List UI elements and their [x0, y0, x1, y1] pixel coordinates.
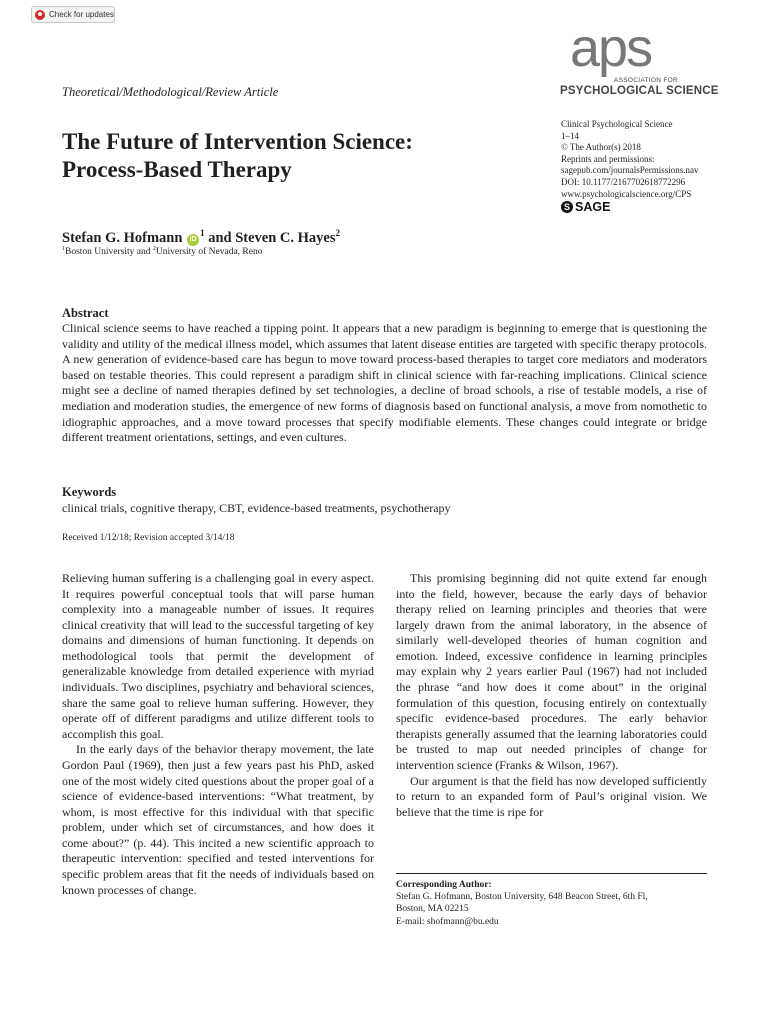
- keywords-text: clinical trials, cognitive therapy, CBT, evidence-based treatments, psychotherapy: [62, 501, 451, 515]
- corresponding-author-city: Boston, MA 02215: [396, 904, 469, 915]
- author-2-affil-mark: 2: [335, 228, 341, 238]
- author-2: Steven C. Hayes: [235, 229, 336, 246]
- article-type: Theoretical/Methodological/Review Article: [62, 85, 279, 99]
- affil-1: Boston University and: [65, 247, 153, 258]
- body-column-left: [62, 571, 374, 898]
- body-paragraph: In the early days of the behavior therapy movement, the late Gordon Paul (1969), then just a few years past his PhD, asked one of the most widely cited questions about the proper goal of a science of evidence-based interventions: “What treatment, by whom, is most effective for this individual with that specific problem, under which set of circumstances, and how does it come about?” (p. 44). This incited a new scientific approach to therapeutic intervention: specified and tested interventions for specific problem areas that fit the needs of individuals based on known processes of change.: [62, 742, 374, 897]
- author-1: Stefan G. Hofmann: [62, 229, 183, 246]
- journal-reprints-link[interactable]: sagepub.com/journalsPermissions.nav: [561, 165, 699, 176]
- author-conj: and: [204, 229, 236, 246]
- body-column-right: [396, 571, 707, 820]
- footnote-divider: [396, 873, 707, 874]
- sage-logo-text: SAGE: [575, 200, 611, 214]
- body-paragraph: Relieving human suffering is a challenging goal in every aspect. It requires powerful conceptual tools that will parse human complexity into a manageable number of issues. It requires clinical creativity that will lead to the successful targeting of key domains and dimensions of human functioning. It depends on methodological tools that permit the development of generalizable knowledge from detailed experience with myriad individuals. Two disciplines, psychiatry and behavioral sciences, share the same goal to relieve human suffering. However, they operate off of different paradigms and utilize different tools to accomplish this goal.: [62, 571, 374, 741]
- abstract-text: Clinical science seems to have reached a tipping point. It appears that a new paradigm is beginning to emerge that is questioning the validity and utility of the medical illness model, which assumes that latent disease entities are targeted with specific therapy protocols. A new generation of evidence-based care has begun to move toward process-based therapies to target core mediators and moderators based on testable theories. This could represent a paradigm shift in clinical science with far-reaching implications. Clinical science might see a decline of named therapies defined by set technologies, a decline of broad schools, a rise of testable models, a rise of mediation and moderation studies, the emergence of new forms of diagnosis based on functional analysis, a move from nomothetic to idiographic approaches, and a move toward processes that specify modifiable elements. These changes could integrate or bridge different treatment orientations, settings, and even cultures.: [62, 321, 707, 445]
- corresponding-author: [396, 879, 707, 928]
- body-paragraph: This promising beginning did not quite extend far enough into the field, however, because the early days of behavior therapy relied on learning principles and theories that were largely drawn from the animal laboratory, in the absence of similarly well-developed theories of human cognition and emotion. Indeed, excessive confidence in learning principles may explain why 2 years earlier Paul (1967) had not included the phrase “and how does it come about” in the original formulation of this question, focusing entirely on contextually specific evidence-based procedures. The early behavior therapists generally assumed that the learning laboratories could be trusted to map out needed principles of change for intervention science (Franks & Wilson, 1967).: [396, 571, 707, 772]
- aps-logo-psych: PSYCHOLOGICAL SCIENCE: [560, 85, 719, 97]
- received-dates: Received 1/12/18; Revision accepted 3/14/18: [62, 533, 235, 543]
- keywords-heading: Keywords: [62, 485, 117, 499]
- journal-info: [561, 119, 698, 200]
- corresponding-author-email[interactable]: E-mail: shofmann@bu.edu: [396, 916, 499, 927]
- author-line: [62, 228, 340, 247]
- abstract-heading: Abstract: [62, 306, 109, 320]
- journal-doi[interactable]: DOI: 10.1177/2167702618772296: [561, 176, 686, 187]
- aps-logo-mark: aps: [570, 22, 652, 78]
- affil-2: University of Nevada, Reno: [155, 247, 263, 258]
- corresponding-author-heading: Corresponding Author:: [396, 880, 492, 890]
- journal-copyright: © The Author(s) 2018: [561, 142, 641, 153]
- aps-logo-assoc: ASSOCIATION FOR: [614, 77, 678, 84]
- affil-2-mark: 2: [152, 246, 156, 252]
- journal-pages: 1–14: [561, 130, 579, 141]
- check-for-updates-label: Check for updates: [49, 10, 114, 19]
- sage-circle-icon: S: [561, 201, 573, 213]
- corresponding-author-address: Stefan G. Hofmann, Boston University, 648 Beacon Street, 6th Fl,: [396, 892, 648, 903]
- journal-site-link[interactable]: www.psychologicalscience.org/CPS: [561, 188, 692, 199]
- title-line-2: Process-Based Therapy: [62, 157, 292, 182]
- journal-name: Clinical Psychological Science: [561, 119, 673, 129]
- update-icon: [35, 10, 45, 20]
- check-for-updates-button[interactable]: [31, 6, 115, 23]
- orcid-icon[interactable]: iD: [187, 234, 199, 246]
- title-line-1: The Future of Intervention Science:: [62, 129, 413, 154]
- body-paragraph: Our argument is that the field has now developed sufficiently to return to an expanded form of Paul’s original vision. We believe that the time is ripe for: [396, 773, 707, 819]
- aps-logo: [570, 22, 680, 80]
- journal-reprints: Reprints and permissions:: [561, 153, 655, 164]
- sage-logo: [561, 200, 610, 214]
- article-title: [62, 128, 502, 184]
- author-1-affil-mark: 1: [200, 228, 205, 238]
- affil-1-mark: 1: [62, 246, 65, 252]
- affiliations: [62, 246, 262, 257]
